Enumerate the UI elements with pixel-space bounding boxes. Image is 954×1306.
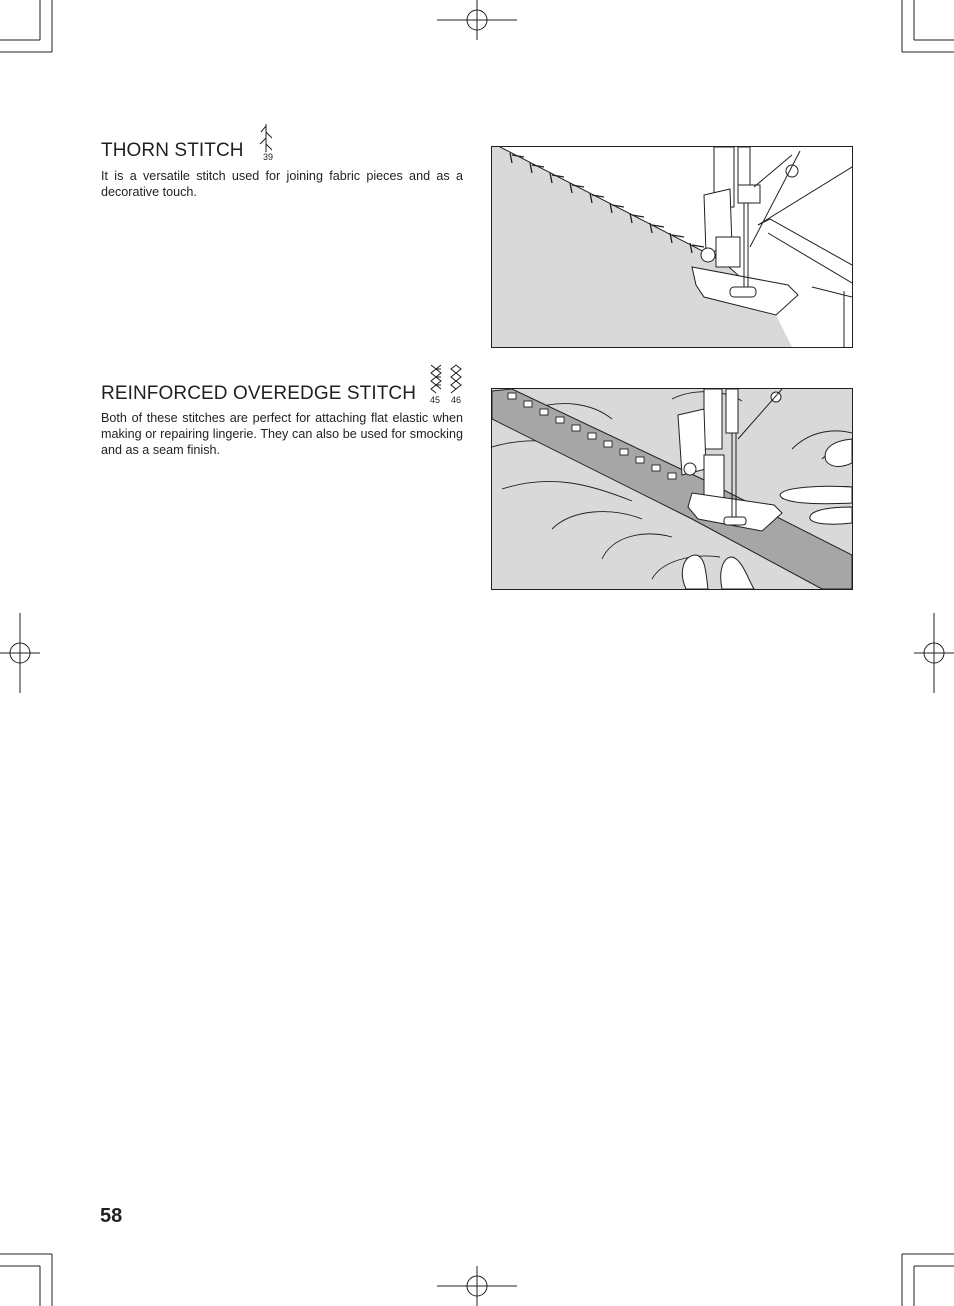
stitch-number-39: 39 [263,152,274,162]
section-body-reinforced-overedge-stitch: Both of these stitches are perfect for attaching flat elastic when making or repairing lingerie. They can also be used for smocking and as a seam finish. [101,411,463,457]
section-title-thorn-stitch: THORN STITCH [101,140,244,161]
section-body-thorn-stitch: It is a versatile stitch used for joining fabric pieces and as a decorative touch. [101,169,463,199]
section-title-reinforced-overedge-stitch: REINFORCED OVEREDGE STITCH [101,383,417,404]
stitch-number-46: 46 [451,395,462,405]
stitch-number-45: 45 [430,395,441,405]
reinforced-overedge-stitch-illustration [491,388,853,590]
page-number: 58 [100,1205,123,1227]
thorn-stitch-illustration [491,146,853,348]
thorn-stitch-icon [258,122,280,154]
reinforced-overedge-stitch-icon [428,363,464,395]
